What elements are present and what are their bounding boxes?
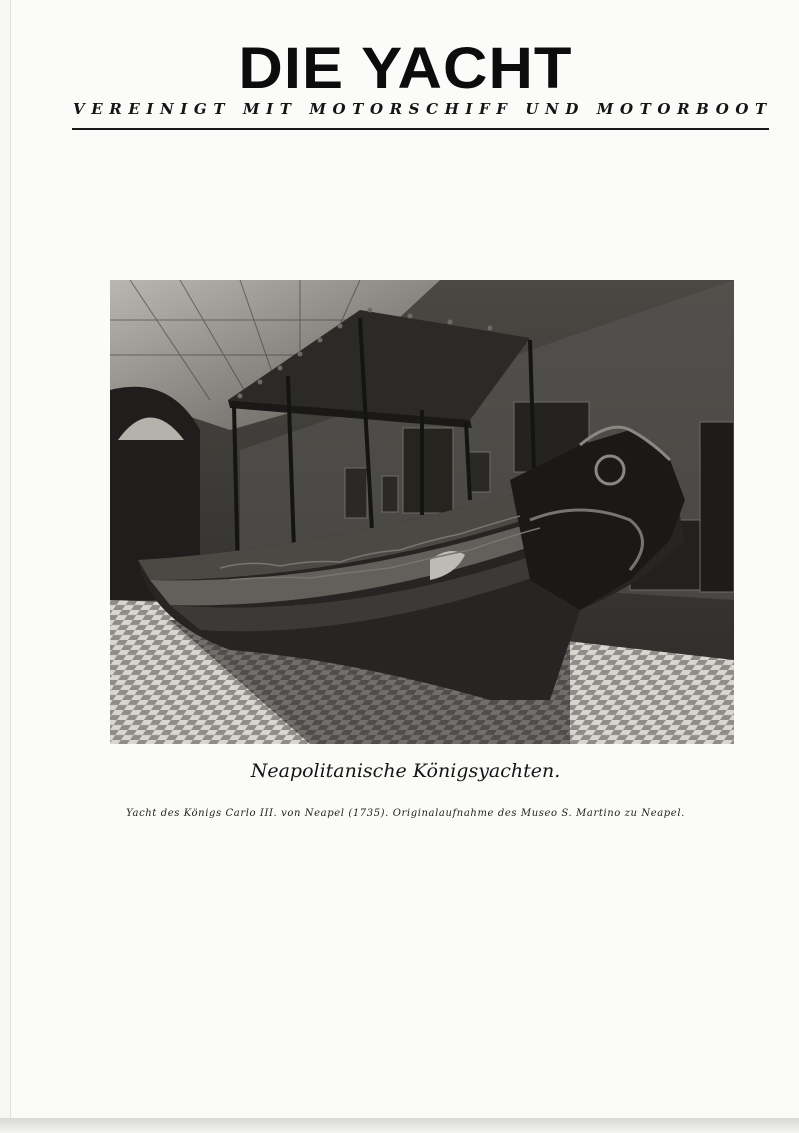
caption-title: Neapolitanische Königsyachten.	[250, 760, 561, 782]
magazine-page	[10, 0, 799, 1118]
magazine-title: DIE YACHT	[238, 36, 573, 101]
magazine-subtitle: VEREINIGT MIT MOTORSCHIFF UND MOTORBOOT	[73, 100, 773, 118]
masthead-rule	[72, 128, 769, 130]
photo-illustration	[110, 280, 734, 744]
caption-credit: Yacht des Königs Carlo III. von Neapel (1735). Originalaufnahme des Museo S. Martino zu Neapel.	[126, 808, 685, 819]
masthead	[11, 38, 799, 100]
page-bottom-edge	[0, 1118, 799, 1133]
royal-barge-photograph	[110, 280, 734, 744]
